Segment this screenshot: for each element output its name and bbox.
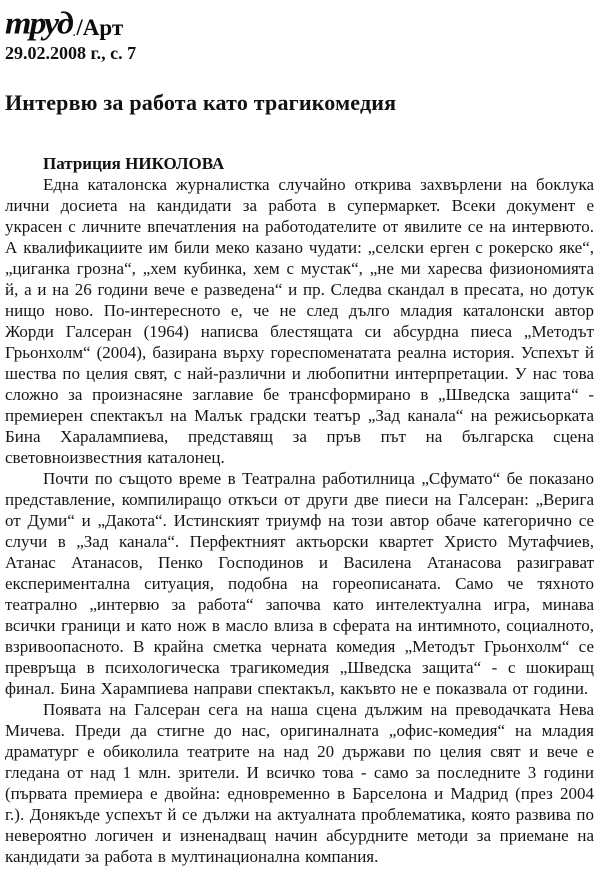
logo-trademark-dot: . — [72, 28, 76, 39]
dateline: 29.02.2008 г., с. 7 — [5, 43, 137, 63]
masthead — [5, 6, 594, 40]
article-body — [5, 174, 594, 867]
page-header — [5, 6, 594, 64]
section-label-art: /Арт — [76, 15, 124, 40]
paragraph-1: Една каталонска журналистка случайно открива захвърлени на боклука лични досиета на кандидати за работа в супермаркет. Всеки документ е украсен с личните впечатления на работодателите от явилите се на интервюто. А квалификациите им били меко казано чудати: „селски ерген с рокерско яке“, „циганка грозна“, „хем кубинка, хем с мустак“, „не ми харесва физиономията й, а и на 26 години вече е разведена“ и пр. Следва скандал в пресата, но дотук нищо ново. По-интересното е, че не след дълго младия каталонски автор Жорди Галсеран (1964) написва блестящата си абсурдна пиеса „Методът Грьонхолм“ (2004), базирана върху гореспоменатата реална история. Успехът й шества по целия свят, с най-различни и любопитни интерпретации. У нас това сложно за произнасяне заглавие бе трансформирано в „Шведска защита“ - премиерен спектакъл на Малък градски театър „Зад канала“ на режисьорката Бина Харалампиева, представящ за пръв път на българска сцена световноизвестния каталонец. — [5, 175, 594, 467]
byline-author: Патриция НИКОЛОВА — [43, 154, 225, 173]
article-title: Интервю за работа като трагикомедия — [5, 90, 397, 115]
paragraph-2: Почти по същото време в Театрална работилница „Сфумато“ бе показано представление, компилиращо откъси от други две пиеси на Галсеран: „Верига от Думи“ и „Дакота“. Истинският триумф на този автор обаче категорично се случи в „Зад канала“. Перфектният актьорски квартет Христо Мутафчиев, Атанас Атанасов, Пенко Господинов и Василена Атанасова разиграват експериментална ситуация, подобна на гореописаната. Само че тяхното театрално „интервю за работа“ започва като интелектуална игра, минава всички граници и като нож в масло влиза в сферата на интимното, социалното, взривоопасното. В крайна сметка черната комедия „Методът Грьонхолм“ се превръща в психологическа трагикомедия „Шведска защита“ - с шокиращ финал. Бина Харампиева направи спектакъл, какъвто не е показвала от години. — [5, 469, 594, 698]
paragraph-3: Появата на Галсеран сега на наша сцена дължим на преводачката Нева Мичева. Преди да стигне до нас, оригиналната „офис-комедия“ на младия драматург е обиколила театрите на над 20 държави по целия свят и вече е гледана от над 1 млн. зрители. И всичко това - само за последните 3 години (първата премиера е двойна: едновременно в Барселона и Мадрид (през 2004 г.). Донякъде успехът й се дължи на актуалната проблематика, която развива по невероятно логичен и изненадващ начин абсурдните методи за приемане на кандидати за работа в мултинационална компания. — [5, 700, 594, 866]
trud-newspaper-logo: труд — [5, 6, 72, 41]
